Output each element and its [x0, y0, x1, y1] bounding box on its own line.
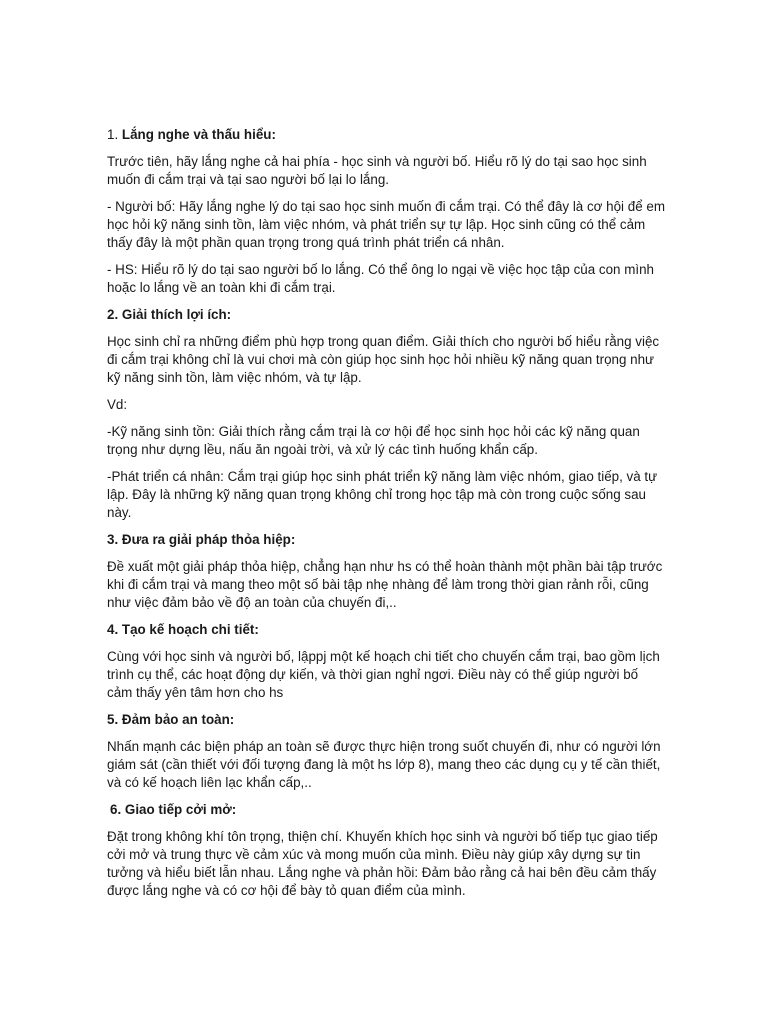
- paragraph: - Người bố: Hãy lắng nghe lý do tại sao học sinh muốn đi cắm trại. Có thể đây là cơ hội để em học hỏi kỹ năng sinh tồn, làm việc nhóm, và phát triển sự tự lập. Học sinh cũng có thể cảm thấy đây là một phần quan trọng trong quá trình phát triển cá nhân.: [107, 199, 665, 250]
- document-body: [107, 126, 667, 909]
- paragraph: Đặt trong không khí tôn trọng, thiện chí. Khuyến khích học sinh và người bố tiếp tục giao tiếp cởi mở và trung thực về cảm xúc và mong muốn của mình. Điều này giúp xây dựng sự tin tưởng và hiểu biết lẫn nhau. Lắng nghe và phản hồi: Đảm bảo rằng cả hai bên đều cảm thấy được lắng nghe và có cơ hội để bày tỏ quan điểm của mình.: [107, 829, 658, 898]
- paragraph: Nhấn mạnh các biện pháp an toàn sẽ được thực hiện trong suốt chuyến đi, như có người lớn giám sát (cần thiết với đối tượng đang là một hs lớp 8), mang theo các dụng cụ y tế cần thiết, và có kế hoạch liên lạc khẩn cấp,..: [107, 739, 661, 790]
- paragraph: Trước tiên, hãy lắng nghe cả hai phía - học sinh và người bố. Hiểu rõ lý do tại sao học sinh muốn đi cắm trại và tại sao người bố lại lo lắng.: [107, 154, 647, 187]
- section-heading-5: [107, 711, 667, 729]
- paragraph: - HS: Hiểu rõ lý do tại sao người bố lo lắng. Có thể ông lo ngại về việc học tập của con mình hoặc lo lắng về an toàn khi đi cắm trại.: [107, 262, 654, 295]
- section-number: 3.: [107, 532, 119, 547]
- section-title: Lắng nghe và thấu hiểu:: [121, 127, 276, 142]
- section-number: 2.: [107, 307, 119, 322]
- section-heading-6: [107, 801, 667, 819]
- section-number: 4.: [107, 622, 119, 637]
- section-title: Đưa ra giải pháp thỏa hiệp:: [121, 532, 296, 547]
- section-heading-3: [107, 531, 667, 549]
- paragraph: -Phát triển cá nhân: Cắm trại giúp học sinh phát triển kỹ năng làm việc nhóm, giao tiếp, và tự lập. Đây là những kỹ năng quan trọng không chỉ trong học tập mà còn trong cuộc sống sau này.: [107, 469, 658, 520]
- paragraph: -Kỹ năng sinh tồn: Giải thích rằng cắm trại là cơ hội để học sinh học hỏi các kỹ năng quan trọng như dựng lều, nấu ăn ngoài trời, và xử lý các tình huống khẩn cấp.: [107, 424, 640, 457]
- paragraph: Cùng với học sinh và người bố, lậppj một kế hoạch chi tiết cho chuyến cắm trại, bao gồm lịch trình cụ thể, các hoạt động dự kiến, và thời gian nghỉ ngơi. Điều này có thể giúp người bố cảm thấy yên tâm hơn cho hs: [107, 649, 660, 700]
- section-heading-2: [107, 306, 667, 324]
- section-title: Giải thích lợi ích:: [121, 307, 232, 322]
- section-title: Đảm bảo an toàn:: [121, 712, 235, 727]
- section-heading-4: [107, 621, 667, 639]
- section-title: Giao tiếp cởi mở:: [124, 802, 237, 817]
- section-number: 1.: [107, 127, 119, 142]
- section-title: Tạo kế hoạch chi tiết:: [121, 622, 259, 637]
- paragraph: Vd:: [107, 397, 128, 412]
- section-number: 5.: [107, 712, 119, 727]
- section-heading-1: [107, 126, 667, 144]
- paragraph: Đề xuất một giải pháp thỏa hiệp, chẳng hạn như hs có thể hoàn thành một phần bài tập trước khi đi cắm trại và mang theo một số bài tập nhẹ nhàng để làm trong thời gian rảnh rỗi, cũng như việc đảm bảo về độ an toàn của chuyến đi,..: [107, 559, 663, 610]
- section-number: 6.: [110, 802, 122, 817]
- paragraph: Học sinh chỉ ra những điểm phù hợp trong quan điểm. Giải thích cho người bố hiểu rằng việc đi cắm trại không chỉ là vui chơi mà còn giúp học sinh học hỏi nhiều kỹ năng quan trọng như kỹ năng sinh tồn, làm việc nhóm, và tự lập.: [107, 334, 660, 385]
